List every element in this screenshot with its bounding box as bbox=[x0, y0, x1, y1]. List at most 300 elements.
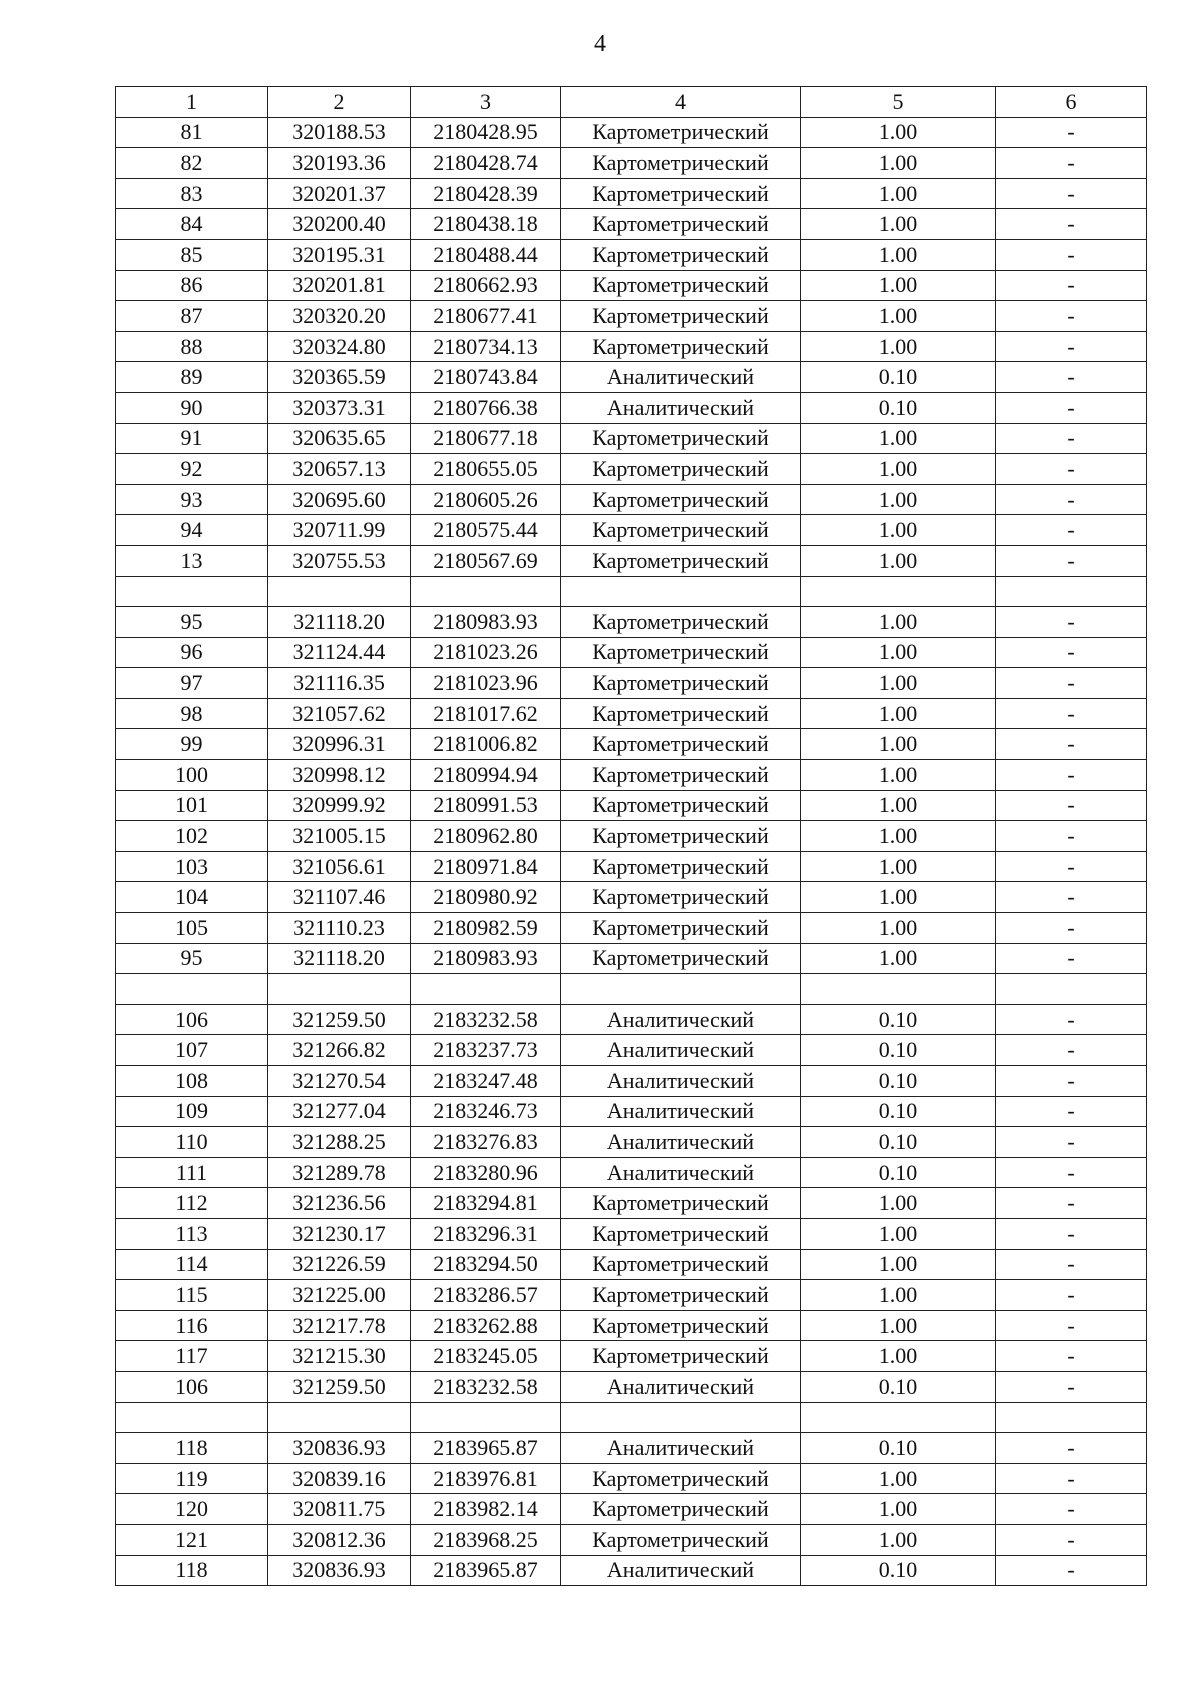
method-cell: Аналитический bbox=[561, 1066, 801, 1097]
method-cell: Картометрический bbox=[561, 1188, 801, 1219]
note-cell: - bbox=[996, 515, 1147, 546]
table-row bbox=[116, 239, 1147, 270]
x-coordinate-cell: 320373.31 bbox=[268, 392, 411, 423]
accuracy-cell: 1.00 bbox=[801, 148, 996, 179]
y-coordinate-cell: 2183237.73 bbox=[411, 1035, 561, 1066]
table-row bbox=[116, 1127, 1147, 1158]
y-coordinate-cell: 2183294.50 bbox=[411, 1249, 561, 1280]
accuracy-cell: 1.00 bbox=[801, 913, 996, 944]
point-number-cell: 120 bbox=[116, 1494, 268, 1525]
point-number-cell: 102 bbox=[116, 821, 268, 852]
accuracy-cell: 0.10 bbox=[801, 1433, 996, 1464]
x-coordinate-cell: 321056.61 bbox=[268, 851, 411, 882]
y-coordinate-cell: 2180438.18 bbox=[411, 209, 561, 240]
y-coordinate-cell: 2180991.53 bbox=[411, 790, 561, 821]
table-row bbox=[116, 821, 1147, 852]
method-cell: Картометрический bbox=[561, 913, 801, 944]
point-number-cell: 13 bbox=[116, 545, 268, 576]
accuracy-cell: 0.10 bbox=[801, 1066, 996, 1097]
method-cell: Картометрический bbox=[561, 301, 801, 332]
table-row bbox=[116, 301, 1147, 332]
x-coordinate-cell: 321118.20 bbox=[268, 943, 411, 974]
point-number-cell: 88 bbox=[116, 331, 268, 362]
x-coordinate-cell: 321225.00 bbox=[268, 1280, 411, 1311]
note-cell: - bbox=[996, 1463, 1147, 1494]
method-cell: Картометрический bbox=[561, 331, 801, 362]
table-row bbox=[116, 178, 1147, 209]
point-number-cell: 114 bbox=[116, 1249, 268, 1280]
note-cell: - bbox=[996, 239, 1147, 270]
point-number-cell bbox=[116, 974, 268, 1005]
y-coordinate-cell: 2180982.59 bbox=[411, 913, 561, 944]
x-coordinate-cell: 320711.99 bbox=[268, 515, 411, 546]
y-coordinate-cell: 2180575.44 bbox=[411, 515, 561, 546]
method-cell: Картометрический bbox=[561, 1280, 801, 1311]
table-row bbox=[116, 1310, 1147, 1341]
method-cell: Картометрический bbox=[561, 545, 801, 576]
note-cell: - bbox=[996, 1066, 1147, 1097]
point-number-cell: 121 bbox=[116, 1524, 268, 1555]
accuracy-cell: 1.00 bbox=[801, 851, 996, 882]
method-cell: Аналитический bbox=[561, 1555, 801, 1586]
note-cell: - bbox=[996, 790, 1147, 821]
point-number-cell: 113 bbox=[116, 1218, 268, 1249]
x-coordinate-cell: 321230.17 bbox=[268, 1218, 411, 1249]
note-cell: - bbox=[996, 1524, 1147, 1555]
point-number-cell: 110 bbox=[116, 1127, 268, 1158]
y-coordinate-cell: 2183296.31 bbox=[411, 1218, 561, 1249]
x-coordinate-cell: 320996.31 bbox=[268, 729, 411, 760]
table-row bbox=[116, 1555, 1147, 1586]
point-number-cell: 118 bbox=[116, 1555, 268, 1586]
note-cell: - bbox=[996, 454, 1147, 485]
note-cell: - bbox=[996, 1096, 1147, 1127]
table-row bbox=[116, 1463, 1147, 1494]
point-number-cell: 115 bbox=[116, 1280, 268, 1311]
note-cell bbox=[996, 974, 1147, 1005]
accuracy-cell: 1.00 bbox=[801, 637, 996, 668]
x-coordinate-cell: 321277.04 bbox=[268, 1096, 411, 1127]
method-cell: Картометрический bbox=[561, 178, 801, 209]
header-cell: 3 bbox=[411, 87, 561, 118]
x-coordinate-cell: 320999.92 bbox=[268, 790, 411, 821]
table-row bbox=[116, 423, 1147, 454]
accuracy-cell: 0.10 bbox=[801, 1157, 996, 1188]
point-number-cell: 85 bbox=[116, 239, 268, 270]
accuracy-cell: 1.00 bbox=[801, 698, 996, 729]
point-number-cell: 118 bbox=[116, 1433, 268, 1464]
table-row bbox=[116, 790, 1147, 821]
note-cell: - bbox=[996, 1280, 1147, 1311]
table-row bbox=[116, 1188, 1147, 1219]
accuracy-cell bbox=[801, 974, 996, 1005]
method-cell: Картометрический bbox=[561, 760, 801, 791]
x-coordinate-cell: 321288.25 bbox=[268, 1127, 411, 1158]
method-cell: Картометрический bbox=[561, 148, 801, 179]
point-number-cell: 95 bbox=[116, 607, 268, 638]
accuracy-cell: 1.00 bbox=[801, 301, 996, 332]
table-row bbox=[116, 545, 1147, 576]
note-cell: - bbox=[996, 545, 1147, 576]
header-cell: 1 bbox=[116, 87, 268, 118]
separator-row bbox=[116, 974, 1147, 1005]
accuracy-cell: 1.00 bbox=[801, 729, 996, 760]
x-coordinate-cell: 320635.65 bbox=[268, 423, 411, 454]
y-coordinate-cell: 2183262.88 bbox=[411, 1310, 561, 1341]
table-row bbox=[116, 331, 1147, 362]
accuracy-cell: 1.00 bbox=[801, 117, 996, 148]
method-cell: Аналитический bbox=[561, 1035, 801, 1066]
table-row bbox=[116, 392, 1147, 423]
method-cell: Картометрический bbox=[561, 1524, 801, 1555]
method-cell: Картометрический bbox=[561, 729, 801, 760]
point-number-cell: 98 bbox=[116, 698, 268, 729]
table-row bbox=[116, 1524, 1147, 1555]
method-cell: Картометрический bbox=[561, 668, 801, 699]
note-cell: - bbox=[996, 913, 1147, 944]
method-cell: Картометрический bbox=[561, 1218, 801, 1249]
y-coordinate-cell: 2180983.93 bbox=[411, 943, 561, 974]
y-coordinate-cell: 2181023.96 bbox=[411, 668, 561, 699]
separator-row bbox=[116, 576, 1147, 607]
method-cell: Картометрический bbox=[561, 943, 801, 974]
y-coordinate-cell: 2180980.92 bbox=[411, 882, 561, 913]
accuracy-cell: 1.00 bbox=[801, 821, 996, 852]
table-row bbox=[116, 515, 1147, 546]
point-number-cell: 119 bbox=[116, 1463, 268, 1494]
table-row bbox=[116, 1249, 1147, 1280]
y-coordinate-cell: 2180734.13 bbox=[411, 331, 561, 362]
y-coordinate-cell: 2180971.84 bbox=[411, 851, 561, 882]
method-cell: Аналитический bbox=[561, 1004, 801, 1035]
x-coordinate-cell: 320836.93 bbox=[268, 1555, 411, 1586]
table-row bbox=[116, 729, 1147, 760]
x-coordinate-cell: 320812.36 bbox=[268, 1524, 411, 1555]
accuracy-cell: 1.00 bbox=[801, 1188, 996, 1219]
method-cell: Картометрический bbox=[561, 1341, 801, 1372]
x-coordinate-cell: 321116.35 bbox=[268, 668, 411, 699]
note-cell: - bbox=[996, 1341, 1147, 1372]
accuracy-cell bbox=[801, 576, 996, 607]
x-coordinate-cell: 321270.54 bbox=[268, 1066, 411, 1097]
table-row bbox=[116, 851, 1147, 882]
note-cell: - bbox=[996, 1249, 1147, 1280]
y-coordinate-cell: 2180428.95 bbox=[411, 117, 561, 148]
x-coordinate-cell: 320755.53 bbox=[268, 545, 411, 576]
x-coordinate-cell: 321217.78 bbox=[268, 1310, 411, 1341]
accuracy-cell: 1.00 bbox=[801, 331, 996, 362]
y-coordinate-cell: 2180428.39 bbox=[411, 178, 561, 209]
accuracy-cell: 1.00 bbox=[801, 454, 996, 485]
x-coordinate-cell: 320201.81 bbox=[268, 270, 411, 301]
point-number-cell: 93 bbox=[116, 484, 268, 515]
accuracy-cell: 1.00 bbox=[801, 760, 996, 791]
x-coordinate-cell: 320365.59 bbox=[268, 362, 411, 393]
point-number-cell: 101 bbox=[116, 790, 268, 821]
point-number-cell bbox=[116, 1402, 268, 1433]
x-coordinate-cell: 321215.30 bbox=[268, 1341, 411, 1372]
note-cell bbox=[996, 1402, 1147, 1433]
point-number-cell: 117 bbox=[116, 1341, 268, 1372]
y-coordinate-cell: 2181017.62 bbox=[411, 698, 561, 729]
method-cell: Аналитический bbox=[561, 1433, 801, 1464]
x-coordinate-cell: 320839.16 bbox=[268, 1463, 411, 1494]
y-coordinate-cell: 2180743.84 bbox=[411, 362, 561, 393]
accuracy-cell: 0.10 bbox=[801, 1371, 996, 1402]
page-number: 4 bbox=[594, 31, 606, 57]
x-coordinate-cell bbox=[268, 1402, 411, 1433]
note-cell: - bbox=[996, 760, 1147, 791]
x-coordinate-cell: 320998.12 bbox=[268, 760, 411, 791]
y-coordinate-cell: 2183232.58 bbox=[411, 1371, 561, 1402]
method-cell: Картометрический bbox=[561, 117, 801, 148]
note-cell: - bbox=[996, 1188, 1147, 1219]
method-cell: Картометрический bbox=[561, 1310, 801, 1341]
note-cell: - bbox=[996, 301, 1147, 332]
table-header bbox=[116, 87, 1147, 118]
x-coordinate-cell: 321259.50 bbox=[268, 1371, 411, 1402]
method-cell: Картометрический bbox=[561, 698, 801, 729]
x-coordinate-cell: 320320.20 bbox=[268, 301, 411, 332]
accuracy-cell: 1.00 bbox=[801, 423, 996, 454]
table-row bbox=[116, 209, 1147, 240]
x-coordinate-cell: 320324.80 bbox=[268, 331, 411, 362]
point-number-cell: 116 bbox=[116, 1310, 268, 1341]
accuracy-cell: 1.00 bbox=[801, 239, 996, 270]
note-cell: - bbox=[996, 484, 1147, 515]
note-cell: - bbox=[996, 178, 1147, 209]
x-coordinate-cell: 321057.62 bbox=[268, 698, 411, 729]
method-cell: Картометрический bbox=[561, 637, 801, 668]
table-row bbox=[116, 1371, 1147, 1402]
accuracy-cell: 1.00 bbox=[801, 270, 996, 301]
accuracy-cell: 1.00 bbox=[801, 178, 996, 209]
accuracy-cell: 0.10 bbox=[801, 1004, 996, 1035]
accuracy-cell: 1.00 bbox=[801, 607, 996, 638]
note-cell: - bbox=[996, 423, 1147, 454]
note-cell: - bbox=[996, 851, 1147, 882]
y-coordinate-cell: 2183232.58 bbox=[411, 1004, 561, 1035]
header-cell: 6 bbox=[996, 87, 1147, 118]
header-row bbox=[116, 87, 1147, 118]
method-cell: Картометрический bbox=[561, 790, 801, 821]
accuracy-cell: 1.00 bbox=[801, 790, 996, 821]
table-row bbox=[116, 454, 1147, 485]
y-coordinate-cell: 2180655.05 bbox=[411, 454, 561, 485]
accuracy-cell bbox=[801, 1402, 996, 1433]
y-coordinate-cell: 2180677.18 bbox=[411, 423, 561, 454]
y-coordinate-cell: 2181023.26 bbox=[411, 637, 561, 668]
x-coordinate-cell: 321107.46 bbox=[268, 882, 411, 913]
header-cell: 4 bbox=[561, 87, 801, 118]
x-coordinate-cell: 321259.50 bbox=[268, 1004, 411, 1035]
y-coordinate-cell: 2180662.93 bbox=[411, 270, 561, 301]
note-cell: - bbox=[996, 943, 1147, 974]
accuracy-cell: 1.00 bbox=[801, 943, 996, 974]
table-row bbox=[116, 882, 1147, 913]
point-number-cell: 84 bbox=[116, 209, 268, 240]
y-coordinate-cell: 2180983.93 bbox=[411, 607, 561, 638]
point-number-cell: 83 bbox=[116, 178, 268, 209]
accuracy-cell: 0.10 bbox=[801, 392, 996, 423]
x-coordinate-cell: 320836.93 bbox=[268, 1433, 411, 1464]
table-row bbox=[116, 117, 1147, 148]
method-cell bbox=[561, 974, 801, 1005]
table-row bbox=[116, 1341, 1147, 1372]
table-row bbox=[116, 270, 1147, 301]
point-number-cell: 96 bbox=[116, 637, 268, 668]
y-coordinate-cell: 2183965.87 bbox=[411, 1555, 561, 1586]
x-coordinate-cell: 321289.78 bbox=[268, 1157, 411, 1188]
method-cell: Аналитический bbox=[561, 1371, 801, 1402]
method-cell: Картометрический bbox=[561, 270, 801, 301]
table-row bbox=[116, 607, 1147, 638]
accuracy-cell: 1.00 bbox=[801, 209, 996, 240]
table-row bbox=[116, 1433, 1147, 1464]
accuracy-cell: 0.10 bbox=[801, 1555, 996, 1586]
y-coordinate-cell: 2183276.83 bbox=[411, 1127, 561, 1158]
table-row bbox=[116, 1035, 1147, 1066]
accuracy-cell: 1.00 bbox=[801, 484, 996, 515]
x-coordinate-cell: 320193.36 bbox=[268, 148, 411, 179]
method-cell: Картометрический bbox=[561, 454, 801, 485]
point-number-cell: 111 bbox=[116, 1157, 268, 1188]
note-cell: - bbox=[996, 392, 1147, 423]
table-row bbox=[116, 913, 1147, 944]
accuracy-cell: 1.00 bbox=[801, 882, 996, 913]
point-number-cell: 95 bbox=[116, 943, 268, 974]
method-cell: Аналитический bbox=[561, 1127, 801, 1158]
accuracy-cell: 1.00 bbox=[801, 545, 996, 576]
note-cell: - bbox=[996, 729, 1147, 760]
y-coordinate-cell: 2180994.94 bbox=[411, 760, 561, 791]
method-cell: Картометрический bbox=[561, 1494, 801, 1525]
method-cell: Аналитический bbox=[561, 1096, 801, 1127]
accuracy-cell: 0.10 bbox=[801, 1035, 996, 1066]
accuracy-cell: 1.00 bbox=[801, 1310, 996, 1341]
table-row bbox=[116, 1218, 1147, 1249]
y-coordinate-cell: 2183968.25 bbox=[411, 1524, 561, 1555]
accuracy-cell: 1.00 bbox=[801, 1524, 996, 1555]
point-number-cell: 87 bbox=[116, 301, 268, 332]
y-coordinate-cell bbox=[411, 974, 561, 1005]
table-row bbox=[116, 1096, 1147, 1127]
point-number-cell: 109 bbox=[116, 1096, 268, 1127]
y-coordinate-cell: 2180428.74 bbox=[411, 148, 561, 179]
y-coordinate-cell: 2183976.81 bbox=[411, 1463, 561, 1494]
method-cell: Картометрический bbox=[561, 239, 801, 270]
x-coordinate-cell bbox=[268, 576, 411, 607]
note-cell: - bbox=[996, 362, 1147, 393]
accuracy-cell: 1.00 bbox=[801, 515, 996, 546]
point-number-cell: 97 bbox=[116, 668, 268, 699]
x-coordinate-cell: 321236.56 bbox=[268, 1188, 411, 1219]
note-cell: - bbox=[996, 1127, 1147, 1158]
note-cell: - bbox=[996, 821, 1147, 852]
accuracy-cell: 0.10 bbox=[801, 362, 996, 393]
table-body bbox=[116, 117, 1147, 1586]
accuracy-cell: 0.10 bbox=[801, 1127, 996, 1158]
x-coordinate-cell: 320195.31 bbox=[268, 239, 411, 270]
note-cell: - bbox=[996, 1004, 1147, 1035]
x-coordinate-cell: 320188.53 bbox=[268, 117, 411, 148]
y-coordinate-cell: 2183286.57 bbox=[411, 1280, 561, 1311]
x-coordinate-cell: 321118.20 bbox=[268, 607, 411, 638]
table-row bbox=[116, 637, 1147, 668]
note-cell: - bbox=[996, 1157, 1147, 1188]
point-number-cell: 94 bbox=[116, 515, 268, 546]
table-row bbox=[116, 668, 1147, 699]
y-coordinate-cell: 2183965.87 bbox=[411, 1433, 561, 1464]
method-cell: Аналитический bbox=[561, 392, 801, 423]
table-row bbox=[116, 148, 1147, 179]
note-cell: - bbox=[996, 117, 1147, 148]
x-coordinate-cell: 320811.75 bbox=[268, 1494, 411, 1525]
table-row bbox=[116, 1157, 1147, 1188]
point-number-cell: 107 bbox=[116, 1035, 268, 1066]
note-cell: - bbox=[996, 209, 1147, 240]
note-cell bbox=[996, 576, 1147, 607]
point-number-cell: 99 bbox=[116, 729, 268, 760]
method-cell bbox=[561, 1402, 801, 1433]
note-cell: - bbox=[996, 1433, 1147, 1464]
method-cell: Картометрический bbox=[561, 484, 801, 515]
method-cell: Картометрический bbox=[561, 821, 801, 852]
accuracy-cell: 1.00 bbox=[801, 1249, 996, 1280]
table-row bbox=[116, 1280, 1147, 1311]
accuracy-cell: 1.00 bbox=[801, 1218, 996, 1249]
note-cell: - bbox=[996, 331, 1147, 362]
note-cell: - bbox=[996, 607, 1147, 638]
header-cell: 2 bbox=[268, 87, 411, 118]
point-number-cell bbox=[116, 576, 268, 607]
method-cell: Картометрический bbox=[561, 423, 801, 454]
point-number-cell: 105 bbox=[116, 913, 268, 944]
point-number-cell: 106 bbox=[116, 1371, 268, 1402]
note-cell: - bbox=[996, 882, 1147, 913]
method-cell: Картометрический bbox=[561, 607, 801, 638]
method-cell: Картометрический bbox=[561, 515, 801, 546]
accuracy-cell: 1.00 bbox=[801, 1341, 996, 1372]
accuracy-cell: 1.00 bbox=[801, 1280, 996, 1311]
x-coordinate-cell: 320200.40 bbox=[268, 209, 411, 240]
point-number-cell: 89 bbox=[116, 362, 268, 393]
y-coordinate-cell: 2183982.14 bbox=[411, 1494, 561, 1525]
method-cell: Картометрический bbox=[561, 882, 801, 913]
x-coordinate-cell: 321266.82 bbox=[268, 1035, 411, 1066]
point-number-cell: 108 bbox=[116, 1066, 268, 1097]
point-number-cell: 82 bbox=[116, 148, 268, 179]
y-coordinate-cell bbox=[411, 1402, 561, 1433]
table-row bbox=[116, 698, 1147, 729]
separator-row bbox=[116, 1402, 1147, 1433]
accuracy-cell: 1.00 bbox=[801, 668, 996, 699]
table-row bbox=[116, 1004, 1147, 1035]
note-cell: - bbox=[996, 1371, 1147, 1402]
point-number-cell: 103 bbox=[116, 851, 268, 882]
point-number-cell: 112 bbox=[116, 1188, 268, 1219]
table-row bbox=[116, 484, 1147, 515]
y-coordinate-cell: 2183294.81 bbox=[411, 1188, 561, 1219]
method-cell: Аналитический bbox=[561, 362, 801, 393]
method-cell bbox=[561, 576, 801, 607]
y-coordinate-cell: 2181006.82 bbox=[411, 729, 561, 760]
note-cell: - bbox=[996, 270, 1147, 301]
x-coordinate-cell: 321005.15 bbox=[268, 821, 411, 852]
table-row bbox=[116, 943, 1147, 974]
method-cell: Картометрический bbox=[561, 1463, 801, 1494]
y-coordinate-cell bbox=[411, 576, 561, 607]
